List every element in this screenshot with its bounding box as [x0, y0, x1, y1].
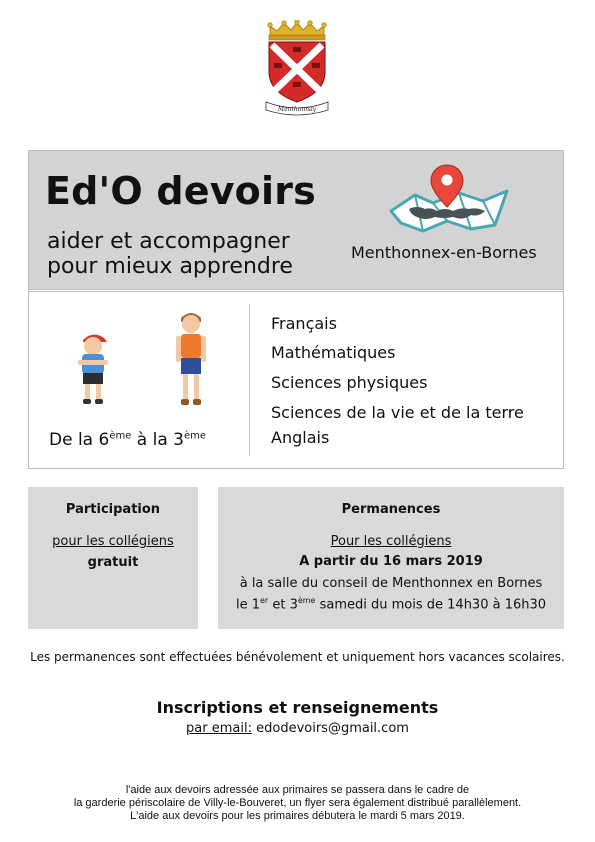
inscriptions-contact — [0, 721, 595, 736]
shield-icon — [269, 42, 325, 102]
subtitle-line-1: aider et accompagner — [47, 229, 290, 254]
subject-item: Mathématiques — [271, 343, 396, 362]
participation-box — [28, 487, 198, 629]
footer-line-3: L'aide aux devoirs pour les primaires débutera le mardi 5 mars 2019. — [130, 810, 465, 822]
vertical-divider — [249, 304, 250, 456]
volunteer-note: Les permanences sont effectuées bénévolement et uniquement hors vacances scolaires. — [30, 650, 565, 664]
page-title: Ed'O devoirs — [45, 169, 316, 213]
permanences-start-date: A partir du 16 mars 2019 — [299, 554, 483, 569]
email-label: par email: — [186, 721, 252, 736]
location-label: Menthonnex-en-Bornes — [351, 243, 537, 262]
crown-icon — [268, 20, 327, 40]
info-panel — [28, 291, 564, 469]
subject-item: Français — [271, 314, 337, 333]
participation-title: Participation — [65, 502, 161, 517]
subject-item: Sciences de la vie et de la terre — [271, 403, 524, 422]
map-pin-icon — [387, 163, 511, 233]
permanences-box — [218, 487, 564, 629]
permanences-place: à la salle du conseil de Menthonnex en Bornes — [239, 576, 543, 591]
inscriptions-title: Inscriptions et renseignements — [156, 698, 439, 717]
header-panel — [28, 150, 564, 290]
ribbon-banner — [266, 102, 328, 115]
grade-levels-text: De la 6ème à la 3ème — [49, 430, 207, 450]
permanences-title: Permanences — [341, 502, 441, 517]
permanences-audience: Pour les collégiens — [330, 534, 452, 549]
svg-text:Menthonnay: Menthonnay — [277, 106, 317, 113]
subject-item: Sciences physiques — [271, 373, 428, 392]
child-with-cap-illustration — [73, 328, 113, 408]
permanences-schedule: le 1er et 3ème samedi du mois de 14h30 à 16h30 — [235, 596, 547, 613]
footer-line-2: la garderie périscolaire de Villy-le-Bouveret, un flyer sera également distribué parallèlement. — [73, 797, 522, 809]
child-orange-shirt-illustration — [171, 306, 211, 410]
municipal-crest-logo — [262, 20, 332, 116]
subtitle-line-2: pour mieux apprendre — [47, 254, 293, 279]
email-address[interactable]: edodevoirs@gmail.com — [256, 721, 409, 736]
subject-item: Anglais — [271, 428, 330, 447]
participation-price: gratuit — [87, 555, 139, 570]
participation-audience: pour les collégiens — [52, 534, 174, 549]
footer-line-1: l'aide aux devoirs adressée aux primaires se passera dans le cadre de — [125, 784, 470, 796]
